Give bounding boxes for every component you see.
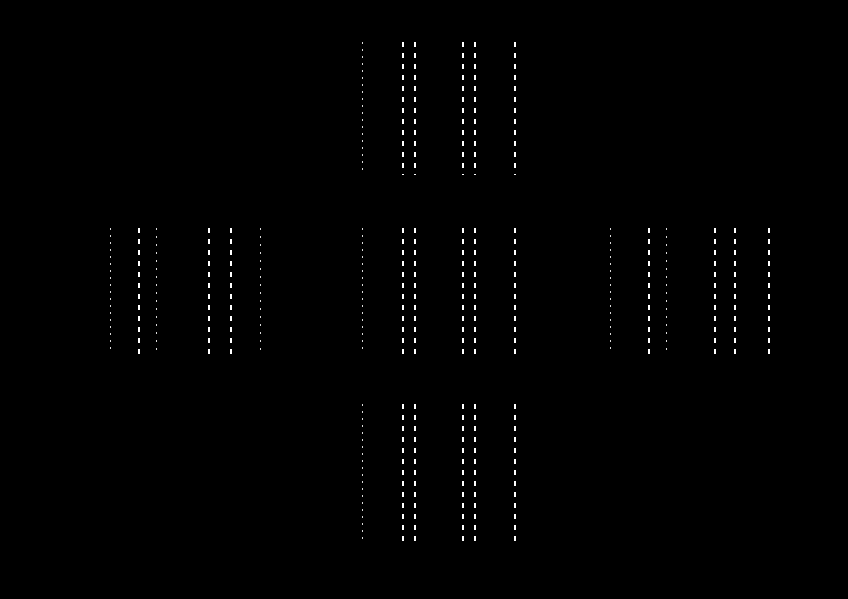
- dashed-rule: [138, 228, 140, 354]
- dashed-rule: [474, 42, 476, 175]
- dashed-rule: [208, 228, 210, 354]
- dashed-rule: [362, 42, 363, 175]
- left-cluster: [108, 228, 264, 354]
- dashed-rule: [414, 228, 416, 354]
- dashed-rule: [714, 228, 716, 354]
- dashed-rule: [230, 228, 232, 354]
- dashed-rule: [666, 228, 667, 354]
- dashed-rule: [462, 42, 464, 175]
- dashed-rule: [514, 404, 516, 542]
- bottom-cluster: [352, 404, 518, 542]
- dashed-rule: [474, 404, 476, 542]
- center-cluster: [352, 228, 518, 354]
- dashed-rule: [402, 42, 404, 175]
- dashed-rule: [362, 404, 363, 542]
- dashed-rule: [768, 228, 770, 354]
- dashed-rule: [734, 228, 736, 354]
- dashed-rule: [648, 228, 650, 354]
- dashed-rule: [402, 404, 404, 542]
- top-cluster: [352, 42, 518, 175]
- dashed-rule: [414, 42, 416, 175]
- dashed-rule: [362, 228, 363, 354]
- dashed-rule: [474, 228, 476, 354]
- dashed-rule: [414, 404, 416, 542]
- dashed-rule: [514, 228, 516, 354]
- dashed-rule: [260, 228, 261, 354]
- dashed-rule: [156, 228, 157, 354]
- dashed-rule: [514, 42, 516, 175]
- dashed-rule: [610, 228, 611, 354]
- dashed-rule: [402, 228, 404, 354]
- right-cluster: [608, 228, 772, 354]
- dashed-rule: [110, 228, 111, 354]
- dashed-rule: [462, 228, 464, 354]
- dashed-rule: [462, 404, 464, 542]
